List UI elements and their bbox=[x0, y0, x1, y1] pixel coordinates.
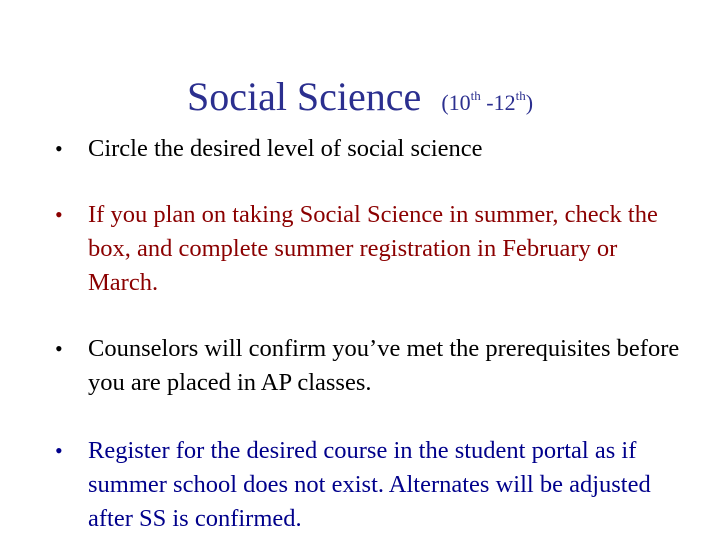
grade-range: (10th -12th) bbox=[441, 88, 534, 115]
bullet-dot: • bbox=[55, 136, 63, 161]
bullet-counselors bbox=[55, 332, 688, 400]
bullet-dot: • bbox=[55, 202, 63, 227]
bullet-text: If you plan on taking Social Science in summer, check the box, and complete summer registration in February or March. bbox=[88, 201, 658, 296]
bullet-dot: • bbox=[55, 336, 63, 361]
bullet-circle-level bbox=[55, 132, 688, 166]
title-text: Social Science bbox=[186, 74, 422, 119]
slide-title bbox=[0, 72, 720, 127]
bullet-text: Counselors will confirm you’ve met the prerequisites before you are placed in AP classes. bbox=[88, 335, 680, 396]
bullet-dot: • bbox=[55, 438, 63, 463]
bullet-summer-registration bbox=[55, 198, 688, 300]
bullet-text: Register for the desired course in the student portal as if summer school does not exist. Alternates will be adjusted after SS is confirmed. bbox=[88, 437, 651, 532]
bullet-register-portal bbox=[55, 434, 688, 536]
bullet-text: Circle the desired level of social science bbox=[88, 135, 483, 162]
